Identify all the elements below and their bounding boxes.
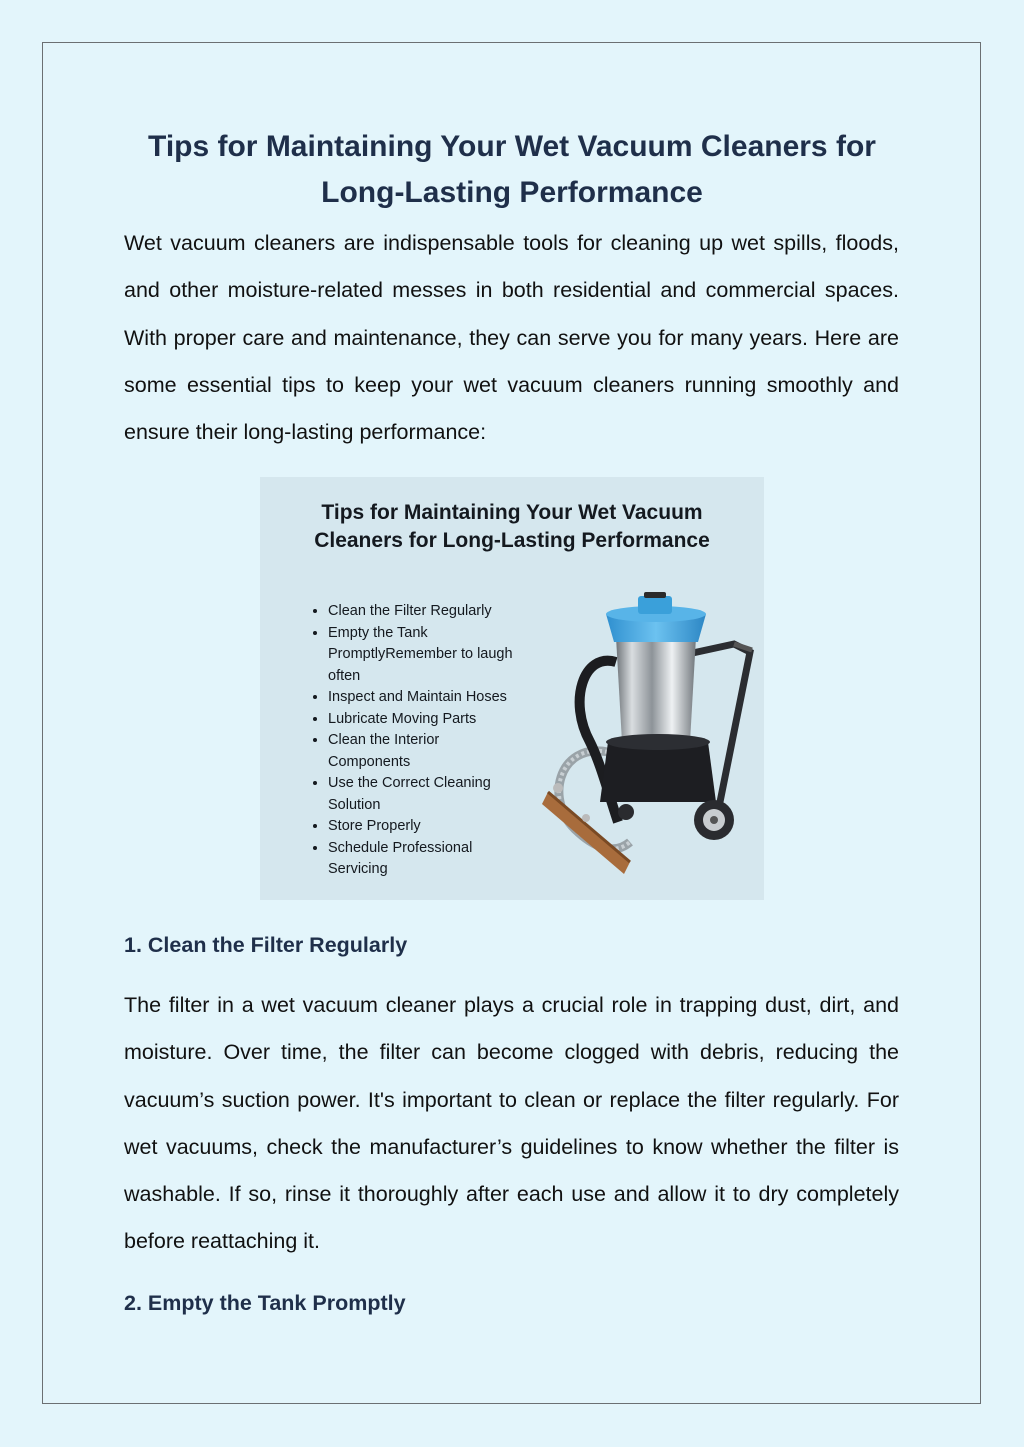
intro-paragraph: Wet vacuum cleaners are indispensable tools for cleaning up wet spills, floods, and other moisture-related messes in both residential and commercial spaces. With proper care and maintenance, they can serve you for many years. Here are some essential tips to keep your wet vacuum cleaners running smoothly and ensure their long-lasting performance:: [124, 231, 899, 445]
infographic-title: Tips for Maintaining Your Wet Vacuum Cleaners for Long-Lasting Performance: [314, 501, 710, 552]
infographic-tip-item: • Empty the Tank PromptlyRemember to laugh often: [328, 623, 518, 688]
infographic-tip-item: • Lubricate Moving Parts: [328, 709, 568, 731]
section-1-heading: 1. Clean the Filter Regularly: [124, 933, 408, 957]
infographic-image: [260, 477, 764, 900]
document-title: Tips for Maintaining Your Wet Vacuum Cleaners for Long-Lasting Performance: [148, 130, 876, 209]
infographic-tip-item: • Use the Correct Cleaning Solution: [328, 773, 528, 816]
section-2-heading: 2. Empty the Tank Promptly: [124, 1291, 406, 1315]
infographic-tip-item: • Inspect and Maintain Hoses: [328, 687, 568, 709]
infographic-tip-item: • Clean the Filter Regularly: [328, 601, 568, 623]
infographic-tip-item: • Clean the Interior Components: [328, 730, 478, 773]
wet-vacuum-cleaner-icon: [538, 592, 758, 892]
section-1-paragraph: The filter in a wet vacuum cleaner plays a crucial role in trapping dust, dirt, and moisture. Over time, the filter can become clogged with debris, reducing the vacuum’s suction power. It's important to clean or replace the filter regularly. For wet vacuums, check the manufacturer’s guidelines to know whether the filter is washable. If so, rinse it thoroughly after each use and allow it to dry completely before reattaching it.: [124, 993, 899, 1254]
infographic-tip-item: • Schedule Professional Servicing: [328, 838, 508, 881]
infographic-tip-item: • Store Properly: [328, 816, 568, 838]
infographic-tip-list: [310, 601, 568, 881]
